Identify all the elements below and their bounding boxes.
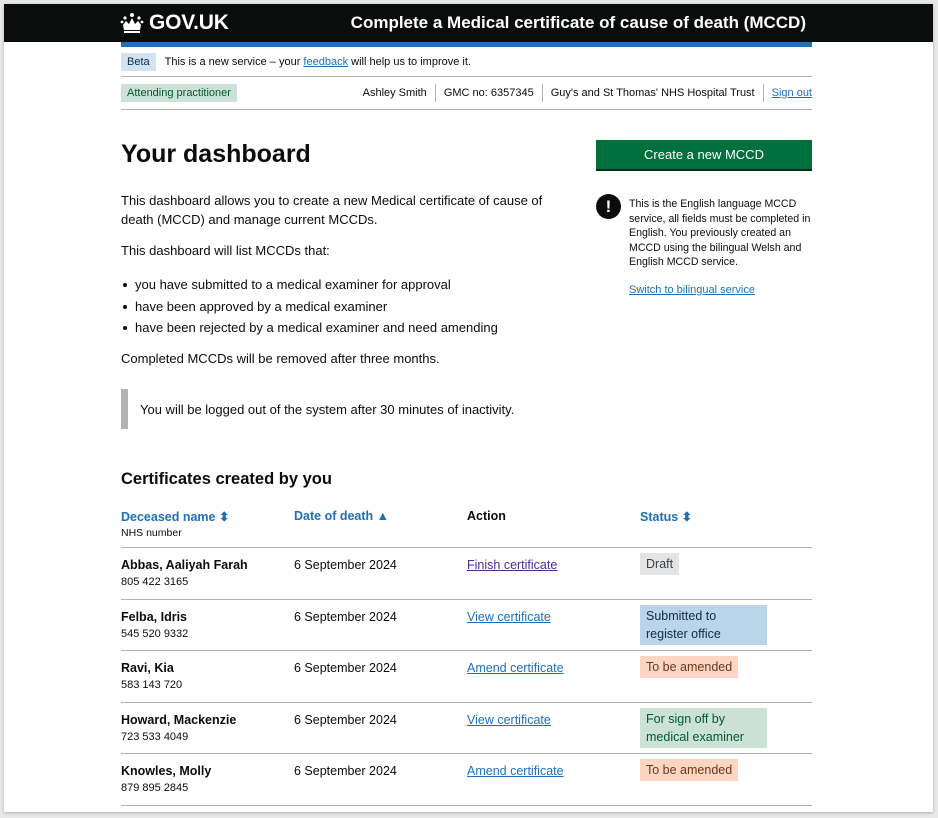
table-row [121,651,812,703]
switch-bilingual-link[interactable]: Switch to bilingual service [629,284,755,296]
create-mccd-button[interactable]: Create a new MCCD [596,140,812,169]
deceased-name: Felba, Idris [121,609,187,624]
deceased-name: Knowles, Molly [121,764,212,778]
sort-deceased-name[interactable] [121,509,230,539]
criteria-list [121,275,498,340]
nhs-number: 545 520 9332 [121,627,189,640]
view-certificate-link[interactable]: View certificate [467,609,551,624]
trust-name: Guy's and St Thomas' NHS Hospital Trust [542,84,763,102]
intro-text: This dashboard allows you to create a new Medical certificate of cause of death (MCCD) and manage current MCCDs. [121,193,543,227]
column-header-action: Action [467,509,506,523]
phase-banner [121,47,812,77]
phase-text-after: will help us to improve it. [351,55,471,68]
gmc-number: GMC no: 6357345 [435,84,542,102]
date-of-death: 6 September 2024 [294,558,397,572]
amend-certificate-link[interactable]: Amend certificate [467,764,564,778]
status-badge: Draft [640,553,679,575]
nhs-number: 723 533 4049 [121,730,189,743]
govuk-header [4,4,933,42]
inactivity-inset [121,389,561,429]
finish-certificate-link[interactable]: Finish certificate [467,558,558,572]
user-bar [121,77,812,110]
date-of-death: 6 September 2024 [294,712,397,727]
inset-text: You will be logged out of the system after 30 minutes of inactivity. [140,401,515,417]
phase-text-before: This is a new service – your [164,55,301,68]
list-intro-text: This dashboard will list MCCDs that: [121,243,330,258]
user-name: Ashley Smith [362,87,427,99]
warning-icon: ! [596,194,621,219]
deceased-name: Howard, Mackenzie [121,712,237,727]
table-row [121,600,812,652]
crown-icon [120,12,144,34]
table-row [121,703,812,755]
govuk-logo[interactable] [120,11,229,35]
table-header [121,509,812,548]
list-item: have been rejected by a medical examiner and need amending [121,318,498,340]
role-tag: Attending practitioner [121,84,237,102]
nhs-number: 583 143 720 [121,679,183,691]
beta-tag: Beta [121,53,156,71]
date-of-death: 6 September 2024 [294,609,397,624]
completed-note: Completed MCCDs will be removed after three months. [121,351,440,366]
sort-date-of-death[interactable]: Date of death ▲ [294,509,390,523]
table-row [121,548,812,600]
status-badge: For sign off by medical examiner [640,708,767,748]
date-of-death: 6 September 2024 [294,764,397,778]
status-badge: To be amended [640,656,738,678]
list-item: have been approved by a medical examiner [121,297,498,319]
deceased-name: Abbas, Aaliyah Farah [121,558,248,572]
nhs-number: 805 422 3165 [121,576,189,588]
certificates-heading: Certificates created by you [121,470,332,488]
status-badge: To be amended [640,759,738,781]
column-subheader-nhs: NHS number [121,527,182,539]
service-name[interactable]: Complete a Medical certificate of cause of death (MCCD) [350,13,806,32]
list-item: you have submitted to a medical examiner for approval [121,275,498,297]
warning-text: This is the English language MCCD service, all fields must be completed in English. You previously created an MCCD using the bilingual Welsh and English MCCD service. [629,198,811,268]
certificates-table [121,509,812,806]
sort-status[interactable]: Status ⬍ [640,510,693,524]
nhs-number: 879 895 2845 [121,782,189,794]
feedback-link[interactable]: feedback [303,55,349,68]
date-of-death: 6 September 2024 [294,661,397,675]
page-title: Your dashboard [121,140,311,168]
column-header-name: Deceased name ⬍ [121,510,230,524]
amend-certificate-link[interactable]: Amend certificate [467,661,564,675]
deceased-name: Ravi, Kia [121,661,174,675]
status-badge: Submitted to register office [640,605,767,645]
browser-frame [4,4,933,812]
sign-out-link[interactable]: Sign out [763,84,812,102]
table-row [121,754,812,806]
view-certificate-link[interactable]: View certificate [467,712,551,727]
logo-text: GOV.UK [149,11,229,34]
